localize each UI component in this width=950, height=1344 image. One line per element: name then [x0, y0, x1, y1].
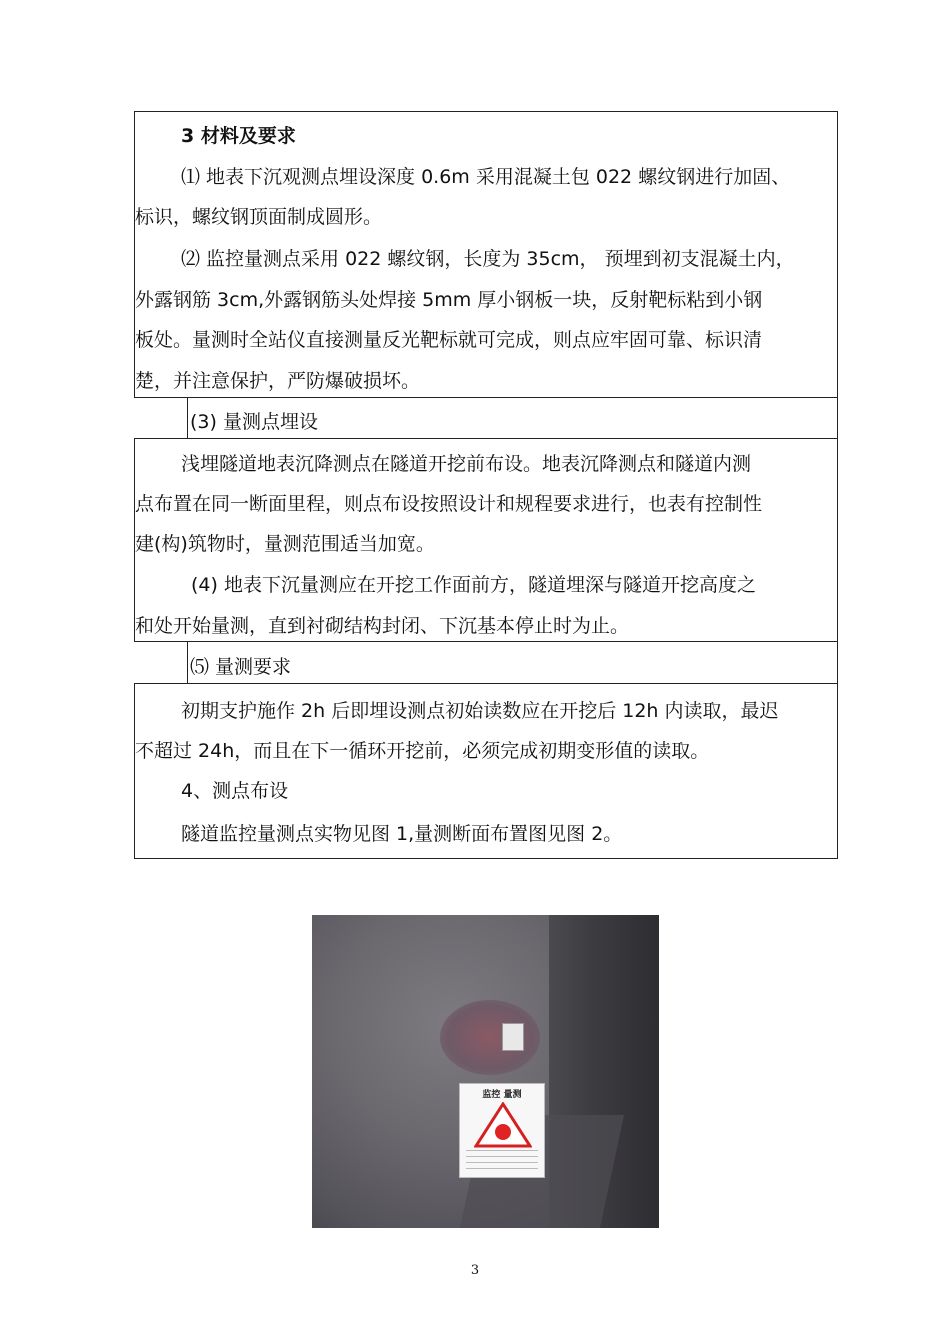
monitoring-sign	[459, 1083, 545, 1178]
section-3-heading: 3 材料及要求	[181, 125, 296, 147]
item-3-line-2: 点布置在同一断面里程，则点布设按照设计和规程要求进行，也表有控制性	[135, 493, 763, 515]
warning-triangle-icon	[474, 1102, 532, 1148]
sign-text-lines	[466, 1150, 538, 1172]
item-2-line-4: 楚，并注意保护，严防爆破损坏。	[135, 370, 421, 392]
item-5-line-1: 初期支护施作 2h 后即埋设测点初始读数应在开挖后 12h 内读取，最迟	[181, 700, 779, 722]
item-1-line-2: 标识，螺纹钢顶面制成圆形。	[135, 206, 383, 228]
item-1-line-1: ⑴ 地表下沉观测点埋设深度 0.6m 采用混凝土包 022 螺纹钢进行加固、	[181, 166, 791, 188]
item-3-line-1: 浅埋隧道地表沉降测点在隧道开挖前布设。地表沉降测点和隧道内测	[181, 453, 752, 475]
monitoring-point-photo	[312, 915, 659, 1228]
item-4-line-1: (4) 地表下沉量测应在开挖工作面前方，隧道埋深与隧道开挖高度之	[191, 574, 756, 596]
reflective-target-plate	[502, 1023, 524, 1051]
sign-title: 监控 量测	[482, 1090, 522, 1100]
item-2-line-1: ⑵ 监控量测点采用 022 螺纹钢，长度为 35cm， 预埋到初支混凝土内，	[181, 248, 795, 270]
section-4-heading: 4、测点布设	[181, 780, 289, 802]
red-marked-patch	[440, 1000, 540, 1075]
section-4-line-1: 隧道监控量测点实物见图 1,量测断面布置图见图 2。	[181, 823, 623, 845]
item-5-heading: ⑸ 量测要求	[190, 656, 292, 678]
item-5-line-2: 不超过 24h，而且在下一循环开挖前，必须完成初期变形值的读取。	[135, 740, 710, 762]
item-4-line-2: 和处开始量测，直到衬砌结构封闭、下沉基本停止时为止。	[135, 615, 630, 637]
item-2-line-2: 外露钢筋 3cm,外露钢筋头处焊接 5mm 厚小钢板一块，反射靶标粘到小钢	[135, 289, 763, 311]
item-3-line-3: 建(构)筑物时，量测范围适当加宽。	[135, 533, 435, 555]
item-2-line-3: 板处。量测时全站仪直接测量反光靶标就可完成，则点应牢固可靠、标识清	[135, 329, 763, 351]
page-number: 3	[470, 1263, 480, 1278]
item-3-heading: (3) 量测点埋设	[190, 411, 318, 433]
